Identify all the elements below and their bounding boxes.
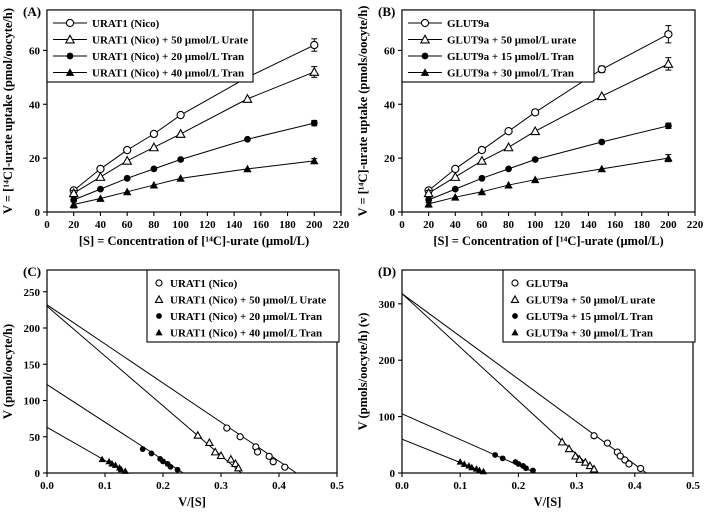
triangle-open-marker [243, 95, 251, 103]
legend-entry-label: URAT1 (Nico) + 50 μmol/L Urate [170, 294, 327, 307]
panel-letter: (B) [378, 4, 396, 19]
legend-entry-label: GLUT9a [526, 278, 569, 290]
y-tick-label: 200 [23, 323, 40, 335]
x-tick-label: 40 [94, 219, 106, 231]
legend-entry-label: GLUT9a + 50 μmol/L urate [526, 294, 656, 307]
triangle-open-marker [478, 157, 486, 165]
x-tick-label: 200 [306, 219, 323, 231]
y-axis-label: V = [¹⁴C]-urate uptake (pmols/oocyte/h) [356, 5, 370, 217]
y-axis-label: V (pmol/oocyte/h) [1, 323, 15, 420]
circle-filled-marker [479, 175, 486, 182]
circle-filled-marker [311, 120, 318, 127]
triangle-open-marker [227, 456, 234, 462]
legend-entry-label: GLUT9a + 15 μmol/L Tran [447, 51, 575, 63]
legend-entry-label: GLUT9a [447, 18, 490, 30]
x-tick-label: 0 [44, 219, 50, 231]
x-tick-label: 0.1 [98, 480, 112, 492]
circle-open-marker [598, 66, 605, 73]
x-tick-label: 0.5 [686, 480, 700, 492]
panel-d-chart [355, 258, 709, 517]
legend-marker [156, 313, 162, 319]
y-axis-label: V (pmols/oocyte/h) (v) [356, 312, 370, 431]
panel-a-chart [0, 0, 355, 258]
circle-filled-marker [177, 156, 184, 163]
x-tick-label: 0.4 [272, 480, 286, 492]
legend-entry-label: GLUT9a + 15 μmol/L Tran [526, 311, 654, 323]
legend-marker [421, 19, 428, 26]
legend-entry-label: URAT1 (Nico) + 50 μmol/L Urate [92, 34, 249, 47]
y-tick-label: 40 [384, 99, 395, 112]
panel-b-chart [355, 0, 709, 258]
legend-marker [156, 280, 162, 286]
circle-open-marker [505, 128, 512, 135]
triangle-open-marker [123, 157, 131, 165]
circle-open-marker [97, 165, 104, 172]
y-tick-label: 0 [34, 468, 40, 480]
legend-entry-label: GLUT9a + 50 μmol/L urate [447, 34, 577, 47]
x-tick-label: 220 [332, 219, 350, 231]
legend-entry-label: URAT1 (Nico) + 20 μmol/L Tran [170, 311, 323, 323]
circle-open-marker [177, 111, 184, 118]
series-line [74, 123, 315, 200]
x-tick-label: 60 [121, 219, 133, 231]
x-tick-label: 0.5 [330, 480, 344, 492]
circle-open-marker [638, 465, 644, 471]
circle-open-marker [270, 459, 276, 465]
triangle-open-marker [150, 143, 158, 151]
triangle-open-marker [598, 92, 606, 100]
x-tick-label: 0.3 [214, 480, 228, 492]
y-tick-label: 0 [389, 468, 395, 480]
x-tick-label: 200 [660, 219, 677, 231]
legend-entry-label: URAT1 (Nico) + 20 μmol/L Tran [92, 51, 245, 63]
circle-open-marker [124, 146, 131, 153]
circle-open-marker [311, 41, 318, 48]
series-line [74, 72, 315, 193]
triangle-open-marker [531, 127, 539, 135]
y-tick-label: 200 [378, 355, 395, 368]
legend-marker [422, 53, 429, 60]
circle-filled-marker [175, 467, 181, 473]
circle-open-marker [626, 461, 632, 467]
circle-filled-marker [530, 468, 536, 474]
x-tick-label: 80 [503, 219, 515, 231]
x-axis-label: [S] = Concentration of [¹⁴C]-urate (μmol/L) [78, 234, 310, 248]
y-axis-label: V = [¹⁴C]-urate uptake (pmol/oocyte/h) [1, 7, 15, 215]
y-tick-label: 0 [389, 207, 395, 219]
circle-open-marker [591, 433, 597, 439]
x-tick-label: 60 [476, 219, 488, 231]
triangle-open-marker [96, 173, 104, 181]
triangle-filled-marker [310, 157, 318, 165]
legend [47, 10, 253, 82]
x-tick-label: 160 [252, 219, 270, 231]
legend-marker [512, 280, 518, 286]
triangle-open-marker [664, 60, 672, 68]
y-tick-label: 300 [378, 298, 395, 311]
y-tick-label: 150 [23, 359, 40, 372]
x-tick-label: 0.3 [569, 480, 584, 492]
circle-filled-marker [500, 455, 506, 461]
triangle-open-marker [504, 143, 512, 151]
y-tick-label: 40 [29, 99, 40, 112]
triangle-filled-marker [99, 456, 106, 462]
triangle-open-marker [206, 439, 213, 445]
triangle-open-marker [212, 448, 219, 454]
x-tick-label: 0.0 [395, 480, 409, 492]
circle-filled-marker [452, 186, 459, 193]
x-tick-label: 140 [225, 219, 243, 231]
circle-filled-marker [168, 464, 174, 470]
panel-letter: (A) [23, 4, 42, 19]
circle-filled-marker [97, 186, 104, 193]
x-tick-label: 20 [423, 219, 435, 231]
x-tick-label: 120 [553, 219, 571, 231]
x-tick-label: 140 [580, 219, 597, 231]
y-tick-label: 60 [384, 45, 395, 58]
legend [402, 10, 594, 82]
y-tick-label: 0 [34, 207, 40, 219]
circle-open-marker [150, 130, 157, 137]
x-tick-label: 0.0 [40, 480, 54, 492]
circle-open-marker [282, 464, 288, 470]
y-tick-label: 100 [23, 395, 40, 408]
legend-marker [512, 313, 518, 319]
legend-marker [67, 53, 74, 60]
circle-filled-marker [149, 451, 155, 457]
x-tick-label: 100 [172, 219, 189, 231]
legend-entry-label: URAT1 (Nico) [170, 278, 238, 290]
y-tick-label: 50 [29, 431, 40, 444]
circle-open-marker [532, 109, 539, 116]
x-tick-label: 100 [526, 219, 544, 231]
x-tick-label: 160 [606, 219, 624, 231]
circle-filled-marker [492, 452, 498, 458]
series-line [74, 161, 315, 205]
circle-filled-marker [665, 122, 672, 129]
triangle-open-marker [565, 445, 572, 451]
legend-entry-label: URAT1 (Nico) [92, 18, 160, 30]
circle-filled-marker [598, 139, 605, 146]
x-tick-label: 0.1 [453, 480, 468, 492]
y-tick-label: 250 [23, 286, 40, 299]
circle-filled-marker [505, 166, 512, 173]
y-tick-label: 20 [29, 153, 40, 166]
x-axis-label: V/[S] [533, 495, 562, 509]
circle-open-marker [665, 31, 672, 38]
legend-marker [66, 19, 73, 26]
legend [147, 270, 339, 342]
x-axis-label: [S] = Concentration of [¹⁴C]-urate (μmol/L) [433, 234, 664, 248]
circle-open-marker [604, 440, 610, 446]
x-axis-label: V/[S] [178, 495, 206, 509]
legend-entry-label: URAT1 (Nico) + 40 μmol/L Tran [92, 67, 245, 80]
y-tick-label: 100 [378, 411, 395, 424]
x-tick-label: 0.2 [156, 480, 170, 492]
circle-open-marker [452, 165, 459, 172]
legend [503, 270, 695, 342]
y-tick-label: 20 [384, 153, 395, 166]
triangle-open-marker [176, 130, 184, 138]
circle-open-marker [224, 425, 230, 431]
panel-letter: (C) [23, 264, 42, 279]
x-tick-label: 20 [68, 219, 80, 231]
legend-entry-label: URAT1 (Nico) + 40 μmol/L Tran [170, 327, 323, 340]
circle-open-marker [266, 453, 272, 459]
circle-filled-marker [151, 166, 158, 173]
x-tick-label: 40 [449, 219, 461, 231]
circle-filled-marker [140, 446, 146, 452]
legend-entry-label: GLUT9a + 30 μmol/L Tran [526, 327, 654, 340]
series-line [429, 64, 669, 193]
triangle-open-marker [194, 432, 201, 438]
legend-entry-label: GLUT9a + 30 μmol/L Tran [447, 67, 575, 80]
circle-filled-marker [124, 175, 131, 182]
circle-open-marker [237, 434, 243, 440]
panel-c-chart [0, 258, 355, 517]
x-tick-label: 180 [633, 219, 650, 231]
triangle-open-marker [310, 68, 318, 76]
series-line [429, 158, 669, 204]
x-tick-label: 0 [399, 219, 405, 231]
triangle-open-marker [558, 438, 565, 444]
circle-open-marker [254, 449, 260, 455]
series-points [457, 433, 644, 474]
x-tick-label: 0.2 [511, 480, 526, 492]
circle-filled-marker [532, 156, 539, 163]
y-tick-label: 60 [29, 45, 40, 58]
x-tick-label: 180 [279, 219, 296, 231]
triangle-open-marker [451, 173, 459, 181]
x-tick-label: 120 [199, 219, 216, 231]
circle-filled-marker [523, 465, 529, 471]
panel-letter: (D) [378, 264, 397, 279]
x-tick-label: 0.4 [627, 480, 642, 492]
circle-open-marker [478, 146, 485, 153]
circle-filled-marker [244, 136, 251, 143]
x-tick-label: 80 [148, 219, 160, 231]
x-tick-label: 220 [686, 219, 704, 231]
